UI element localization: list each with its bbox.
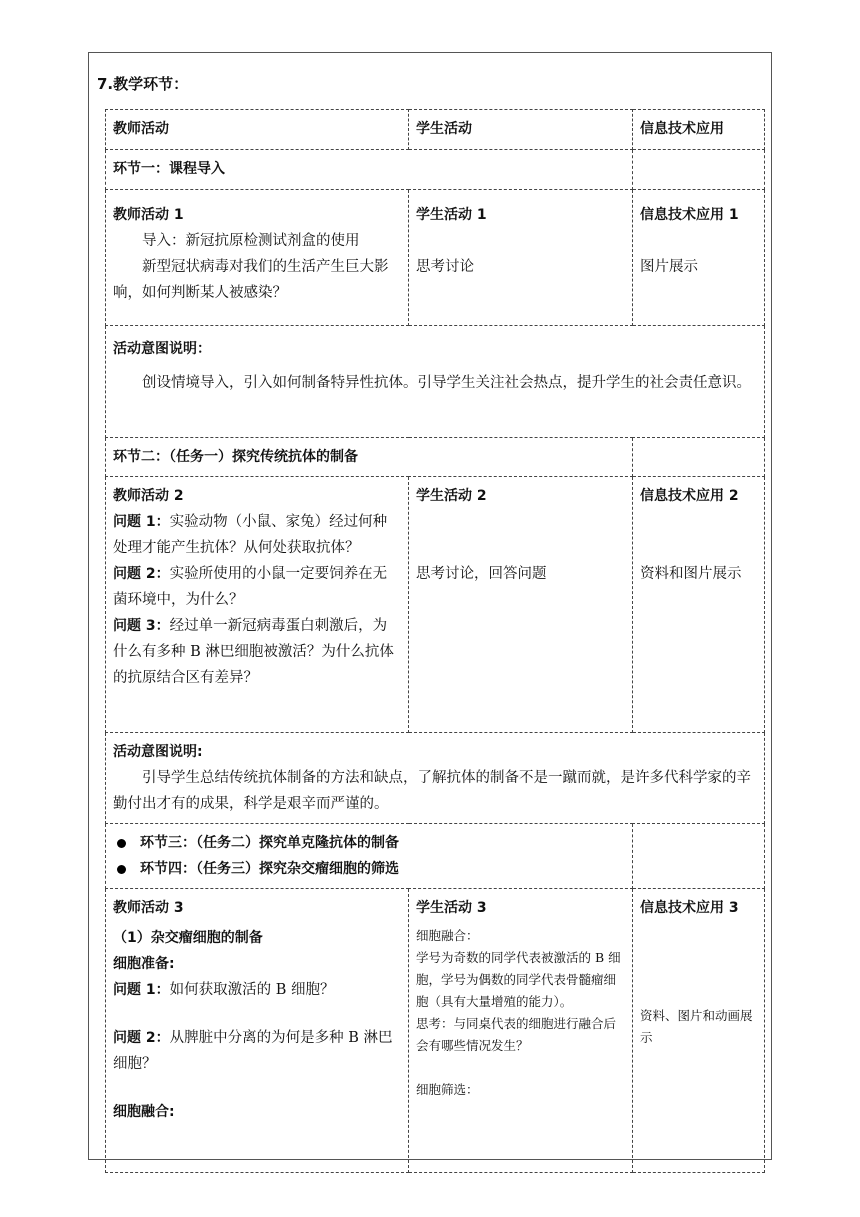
link2-student-cell (409, 477, 633, 733)
link1-student-text: 思考讨论 (416, 259, 474, 275)
link2-it-title: 信息技术应用 2 (640, 488, 739, 504)
spacer (113, 1077, 401, 1099)
link2-question-3 (113, 613, 401, 691)
link2-it-cell (633, 477, 765, 733)
question-text: 如何获取激活的 B 细胞？ (169, 982, 335, 998)
link2-activity-row (106, 477, 765, 733)
link1-intent-cell (106, 326, 765, 438)
link34-it-cell (633, 889, 765, 1173)
link34-activity-row (106, 889, 765, 1173)
link1-it-cell (633, 190, 765, 326)
question-text: 从脾脏中分离的为何是多种 B 淋巴细胞？ (113, 1030, 393, 1072)
link2-teacher-title: 教师活动 2 (113, 488, 184, 504)
link4-title-text: 环节四：（任务三）探究杂交瘤细胞的筛选 (140, 861, 399, 877)
bullet-icon (117, 865, 126, 874)
link2-title: 环节二：（任务一）探究传统抗体的制备 (106, 438, 633, 477)
empty-cell (633, 824, 765, 889)
empty-cell (633, 150, 765, 190)
link1-teacher-line2: 新型冠状病毒对我们的生活产生巨大影响，如何判断某人被感染？ (113, 259, 389, 301)
link1-teacher-title: 教师活动 1 (113, 207, 184, 223)
link34-it-title: 信息技术应用 3 (640, 900, 739, 916)
link2-question-1 (113, 509, 401, 561)
link1-it-text: 图片展示 (640, 259, 698, 275)
link34-teacher-title: 教师活动 3 (113, 900, 184, 916)
link2-student-text: 思考讨论，回答问题 (416, 566, 547, 582)
table-header-row (106, 110, 765, 150)
link2-question-2 (113, 561, 401, 613)
link2-intent-row (106, 733, 765, 824)
link1-title: 环节一：课程导入 (106, 150, 633, 190)
link34-question-2 (113, 1025, 401, 1077)
header-student: 学生活动 (409, 110, 633, 150)
link34-it-text: 资料、图片和动画展示 (640, 1008, 753, 1045)
link34-title-cell (106, 824, 633, 889)
link4-title (113, 856, 625, 882)
empty-cell (633, 438, 765, 477)
question-text: 实验所使用的小鼠一定要饲养在无菌环境中，为什么？ (113, 566, 388, 608)
link3-title-text: 环节三：（任务二）探究单克隆抗体的制备 (140, 835, 399, 851)
link1-student-cell (409, 190, 633, 326)
link34-question-1 (113, 977, 401, 1003)
link1-student-title: 学生活动 1 (416, 207, 487, 223)
link34-teacher-cell (106, 889, 409, 1173)
link1-activity-row (106, 190, 765, 326)
link1-intent-text: 创设情境导入，引入如何制备特异性抗体。引导学生关注社会热点，提升学生的社会责任意识。 (142, 375, 751, 391)
bullet-icon (117, 839, 126, 848)
link2-title-row (106, 438, 765, 477)
question-label: 问题 2： (113, 566, 170, 582)
question-label: 问题 1： (113, 982, 170, 998)
teaching-steps-table (105, 109, 765, 1173)
link34-student-think: 思考：与同桌代表的细胞进行融合后会有哪些情况发生？ (416, 1016, 617, 1053)
link34-student-cell (409, 889, 633, 1173)
link1-intent-row (106, 326, 765, 438)
section-heading: 7.教学环节： (97, 75, 189, 93)
link2-it-text: 资料和图片展示 (640, 566, 742, 582)
link1-it-title: 信息技术应用 1 (640, 207, 739, 223)
link2-student-title: 学生活动 2 (416, 488, 487, 504)
link2-teacher-cell (106, 477, 409, 733)
question-label: 问题 3： (113, 618, 170, 634)
link34-student-screen: 细胞筛选： (416, 1082, 479, 1097)
link34-prep-title: 细胞准备: (113, 956, 175, 972)
link1-title-row (106, 150, 765, 190)
header-it: 信息技术应用 (633, 110, 765, 150)
question-label: 问题 1： (113, 514, 170, 530)
link2-intent-text: 引导学生总结传统抗体制备的方法和缺点，了解抗体的制备不是一蹴而就，是许多代科学家的辛勤付出才有的成果，科学是艰辛而严谨的。 (113, 770, 751, 812)
link34-sub-title: （1）杂交瘤细胞的制备 (113, 930, 263, 946)
link1-teacher-cell (106, 190, 409, 326)
link3-title (113, 830, 625, 856)
link1-teacher-line1: 导入：新冠抗原检测试剂盒的使用 (142, 233, 360, 249)
link2-intent-title: 活动意图说明: (113, 744, 203, 760)
link34-title-row (106, 824, 765, 889)
spacer (113, 1003, 401, 1025)
question-text: 经过单一新冠病毒蛋白刺激后，为什么有多种 B 淋巴细胞被激活？为什么抗体的抗原结合区有差异？ (113, 618, 394, 686)
link34-student-fusion: 细胞融合： (416, 928, 479, 943)
question-label: 问题 2： (113, 1030, 170, 1046)
header-teacher: 教师活动 (106, 110, 409, 150)
link34-student-title: 学生活动 3 (416, 900, 487, 916)
document-page (88, 52, 772, 1160)
link1-intent-title: 活动意图说明： (113, 341, 211, 357)
link34-fusion-title: 细胞融合: (113, 1104, 175, 1120)
link34-student-fusion-text: 学号为奇数的同学代表被激活的 B 细胞，学号为偶数的同学代表骨髓瘤细胞（具有大量增殖的能力）。 (416, 950, 621, 1009)
link2-intent-cell (106, 733, 765, 824)
question-text: 实验动物（小鼠、家兔）经过何种处理才能产生抗体？从何处获取抗体？ (113, 514, 388, 556)
